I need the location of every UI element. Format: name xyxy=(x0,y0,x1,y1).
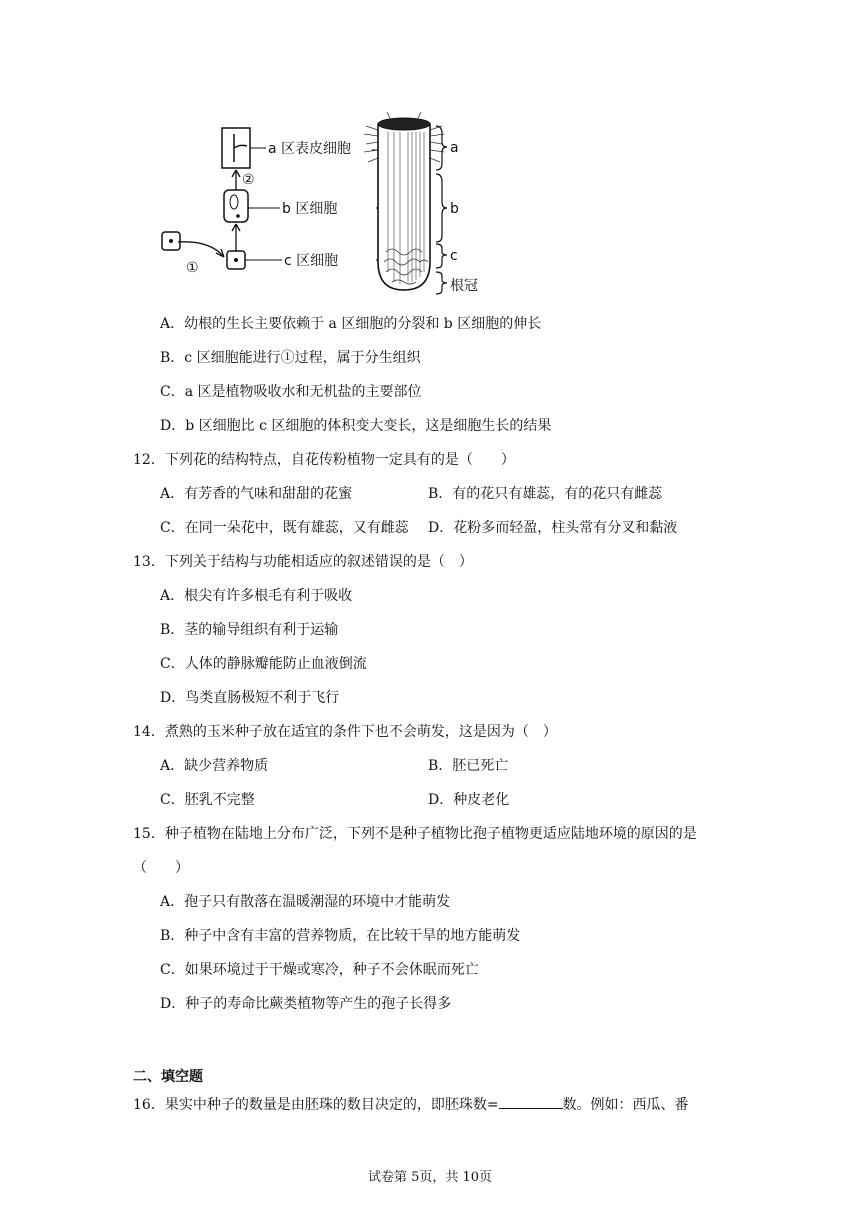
q15-option-b: B．种子中含有丰富的营养物质，在比较干旱的地方能萌发 xyxy=(160,928,521,944)
q11-option-a: A．幼根的生长主要依赖于 a 区细胞的分裂和 b 区细胞的伸长 xyxy=(160,316,542,332)
brace-c xyxy=(436,244,447,268)
q12-option-d: D．花粉多而轻盈，柱头常有分叉和黏液 xyxy=(428,520,678,536)
q16-answer-blank[interactable] xyxy=(499,1094,563,1109)
q16-stem-after: 数。例如：西瓜、番 xyxy=(562,1097,689,1113)
root-hair-cell-shape xyxy=(234,134,247,162)
step-1-label: ① xyxy=(186,260,199,276)
brace-root-cap xyxy=(436,272,447,294)
q15-option-c: C．如果环境过于干燥或寒冷，种子不会休眠而死亡 xyxy=(160,962,479,978)
zone-c-label: c xyxy=(450,248,458,264)
q13-stem: 13．下列关于结构与功能相适应的叙述错误的是（ ） xyxy=(133,554,473,570)
root-cap-label: 根冠 xyxy=(450,278,478,294)
q11-option-c: C．a 区是植物吸收水和无机盐的主要部位 xyxy=(160,384,422,400)
root-tip-diagram xyxy=(150,112,500,298)
q11-option-d: D．b 区细胞比 c 区细胞的体积变大变长，这是细胞生长的结果 xyxy=(160,418,552,434)
q16-stem-before: 16．果实中种子的数量是由胚珠的数目决定的，即胚珠数= xyxy=(133,1097,499,1113)
q11-option-b: B．c 区细胞能进行①过程，属于分生组织 xyxy=(160,350,421,366)
q14-option-b: B．胚已死亡 xyxy=(428,758,509,774)
q12-option-b: B．有的花只有雄蕊，有的花只有雌蕊 xyxy=(428,486,663,502)
root-tip xyxy=(364,112,444,290)
q14-stem: 14．煮熟的玉米种子放在适宜的条件下也不会萌发，这是因为（ ） xyxy=(133,724,557,740)
q15-option-a: A．孢子只有散落在温暖潮湿的环境中才能萌发 xyxy=(160,894,451,910)
brace-a xyxy=(436,126,447,170)
q12-stem: 12．下列花的结构特点，自花传粉植物一定具有的是（ ） xyxy=(133,452,515,468)
section-title: 二、填空题 xyxy=(133,1069,203,1085)
arrow-1 xyxy=(178,242,224,257)
zone-a-label: a xyxy=(450,140,459,156)
step-2-label: ② xyxy=(242,172,255,188)
q15-stem-cont: （ ） xyxy=(133,860,189,876)
c-zone-cell-label: c 区细胞 xyxy=(284,253,339,269)
q12-option-c: C．在同一朵花中，既有雄蕊，又有雌蕊 xyxy=(160,520,409,536)
q15-option-d: D．种子的寿命比蕨类植物等产生的孢子长得多 xyxy=(160,996,452,1012)
b-zone-cell-box xyxy=(224,190,248,222)
q14-option-c: C．胚乳不完整 xyxy=(160,792,255,808)
q16-stem xyxy=(133,1094,689,1115)
q14-option-d: D．种皮老化 xyxy=(428,792,510,808)
q13-option-b: B．茎的输导组织有利于运输 xyxy=(160,622,339,638)
q13-option-c: C．人体的静脉瓣能防止血液倒流 xyxy=(160,656,367,672)
brace-b xyxy=(436,174,447,242)
q15-stem: 15．种子植物在陆地上分布广泛，下列不是种子植物比孢子植物更适应陆地环境的原因的是 xyxy=(133,826,697,842)
b-zone-cell-label: b 区细胞 xyxy=(282,201,338,217)
q12-option-a: A．有芳香的气味和甜甜的花蜜 xyxy=(160,486,353,502)
zone-b-label: b xyxy=(450,201,459,217)
q14-option-a: A．缺少营养物质 xyxy=(160,758,269,774)
a-zone-cell-label: a 区表皮细胞 xyxy=(268,141,352,157)
q13-option-a: A．根尖有许多根毛有利于吸收 xyxy=(160,588,353,604)
q13-option-d: D．鸟类直肠极短不利于飞行 xyxy=(160,690,340,706)
page-footer: 试卷第 5页，共 10页 xyxy=(367,1170,493,1185)
a-zone-cell-box xyxy=(222,128,250,168)
